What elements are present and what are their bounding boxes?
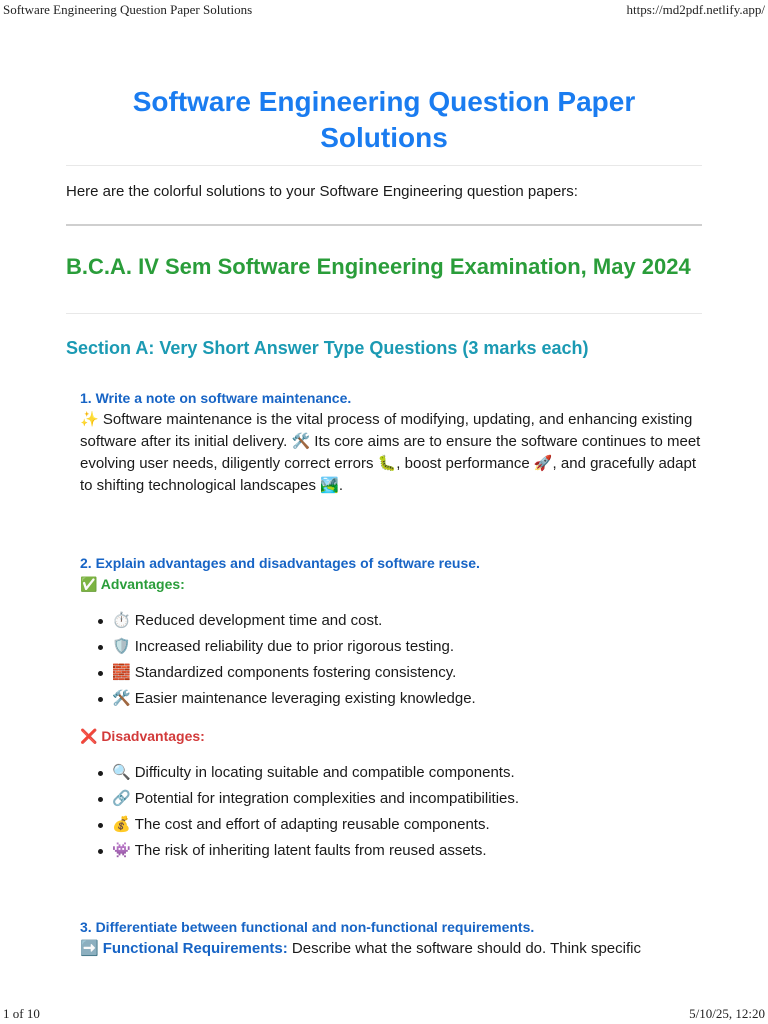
disadvantages-list bbox=[98, 760, 702, 864]
print-datetime: 5/10/25, 12:20 bbox=[689, 1006, 765, 1021]
question-3-functional bbox=[80, 938, 702, 960]
list-item: 🛡️ Increased reliability due to prior rigorous testing. bbox=[98, 634, 702, 660]
print-footer bbox=[3, 1006, 765, 1022]
divider bbox=[66, 313, 702, 314]
arrow-right-icon: ➡️ bbox=[80, 940, 99, 957]
divider bbox=[66, 224, 702, 226]
link-icon: 🔗 bbox=[112, 790, 131, 807]
intro-text: Here are the colorful solutions to your Software Engineering question papers: bbox=[66, 183, 578, 200]
print-header-title: Software Engineering Question Paper Solutions bbox=[3, 2, 253, 17]
list-item: 🔗 Potential for integration complexities and incompatibilities. bbox=[98, 786, 702, 812]
list-item: ⏱️ Reduced development time and cost. bbox=[98, 608, 702, 634]
list-item: 🧱 Standardized components fostering consistency. bbox=[98, 660, 702, 686]
section-heading: Section A: Very Short Answer Type Questions (3 marks each) bbox=[66, 338, 589, 358]
advantages-list bbox=[98, 608, 702, 712]
print-header bbox=[3, 2, 765, 18]
divider bbox=[66, 165, 702, 166]
question-2-title: 2. Explain advantages and disadvantages of software reuse. bbox=[80, 555, 480, 571]
question-3-title: 3. Differentiate between functional and non-functional requirements. bbox=[80, 919, 535, 935]
tools-icon: 🛠️ bbox=[112, 690, 131, 707]
magnifier-icon: 🔍 bbox=[112, 764, 131, 781]
list-item: 👾 The risk of inheriting latent faults from reused assets. bbox=[98, 838, 702, 864]
list-item: 🛠️ Easier maintenance leveraging existing knowledge. bbox=[98, 686, 702, 712]
stopwatch-icon: ⏱️ bbox=[112, 612, 131, 629]
question-1-title: 1. Write a note on software maintenance. bbox=[80, 390, 352, 406]
functional-label: Functional Requirements: bbox=[102, 940, 288, 957]
page-counter: 1 of 10 bbox=[3, 1006, 40, 1021]
money-bag-icon: 💰 bbox=[112, 816, 131, 833]
alien-monster-icon: 👾 bbox=[112, 842, 131, 859]
list-item: 💰 The cost and effort of adapting reusable components. bbox=[98, 812, 702, 838]
shield-icon: 🛡️ bbox=[112, 638, 131, 655]
exam-heading: B.C.A. IV Sem Software Engineering Examination, May 2024 bbox=[66, 254, 691, 279]
advantages-label: ✅ Advantages: bbox=[80, 576, 185, 592]
page-title: Software Engineering Question Paper Solutions bbox=[132, 86, 636, 153]
disadvantages-label: ❌ Disadvantages: bbox=[80, 728, 205, 744]
print-header-url: https://md2pdf.netlify.app/ bbox=[626, 2, 765, 17]
functional-text: Describe what the software should do. Think specific bbox=[291, 940, 641, 957]
list-item: 🔍 Difficulty in locating suitable and compatible components. bbox=[98, 760, 702, 786]
question-1-answer: ✨ Software maintenance is the vital process of modifying, updating, and enhancing existing software after its initial delivery. 🛠️ Its core aims are to ensure the software continues to meet evolving user needs, diligently correct errors 🐛, boost performance 🚀, and gracefully adapt to shifting technological landscapes 🏞️. bbox=[80, 411, 701, 494]
bricks-icon: 🧱 bbox=[112, 664, 131, 681]
